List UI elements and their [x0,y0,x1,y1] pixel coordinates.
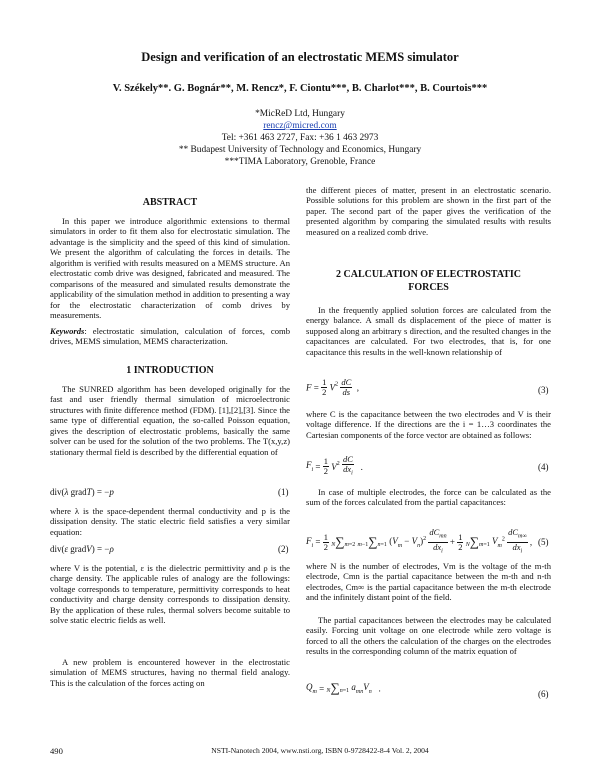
section2-text-2: where C is the capacitance between the two electrodes and V is their voltage difference. If the directions are the i = 1…3 coordinates the Cartesian components of the force vector are obtained as follows: [306,409,551,440]
intro-text-1: The SUNRED algorithm has been developed originally for the fast and user friendly thermal simulation of microelectronic structures with finite difference method (FDM). [1],[2],[3]. Since the same type of differential equation, the so-called Poisson equation, gives the description of electrostatic problems, basically the same solver can be used for the solution of the two problems. The T(x,y,z) stationary thermal field is described by the differential equation of [50,384,290,457]
section2-text-3: In case of multiple electrodes, the force can be calculated as the sum of the forces calculated from the partial capacitances: [306,487,551,508]
intro-paragraph-3 [50,563,290,626]
paper-title: Design and verification of an electrostatic MEMS simulator [141,50,459,64]
equation-2: div(ε gradV) = −ρ [50,544,114,554]
equation-6-number: (6) [538,689,549,699]
affiliation-tima: ***TIMA Laboratory, Grenoble, France [224,157,376,167]
section1-heading: 1 INTRODUCTION [126,365,214,376]
equation-5: $F_i$ = $\frac{1}{2}$ N∑m=2 m−1∑n=1 $(V_m - V_n)^2$ $\frac{dC_{mn}}{dx_i}$ + $\frac{1}{2}$ N∑m=1 $V_m^2$ $\frac{dC_{m\infty}}{dx_i}$ , [306,527,533,555]
section2-paragraph-1 [306,305,551,357]
affiliation-bme: ** Budapest University of Technology and Economics, Hungary [178,145,422,155]
page-number: 490 [50,746,63,756]
abstract-text: In this paper we introduce algorithmic extensions to thermal simulators in order to fit them also for electrostatic simulation. The advantage is the simplicity and the speed of this kind of simulation. We present the algorithm of calculating the forces in details. The algorithm is verified with results measured on a MEMS structure. An electrostatic comb drive was designed, fabricated and measured. The comparisons of the measured and simulated results demonstrate the applicability of the simulation method in addition to presenting a way for the electrostatic characterization of comb drives by measurements. [50,216,290,321]
equation-5-number: (5) [538,537,549,547]
section2-text-5: The partial capacitances between the electrodes may be calculated easily. Forcing unit voltage on one electrode while zero voltage is forced to all the others the calculation of the charges on the electrodes results in the corresponding column of the matrix equation of [306,615,551,657]
contact-phone: Tel: +361 463 2727, Fax: +36 1 463 2973 [221,133,379,143]
abstract-body [50,216,290,321]
abstract-heading: ABSTRACT [142,197,198,208]
equation-6: $Q_m = N\sum n=1$ $a_{mn}V_n$ . [306,680,381,696]
intro-paragraph-2 [50,506,290,537]
section2-paragraph-5 [306,615,551,657]
affiliation-micred: *MicReD Ltd, Hungary [255,109,345,119]
keywords-label: Keywords [50,326,85,336]
email-link[interactable]: rencz@micred.com [263,121,337,131]
section2-paragraph-3 [306,487,551,508]
intro-text-4: A new problem is encountered however in the electrostatic simulation of MEMS structures, having no thermal field analogy. This is the calculation of the forces acting on [50,657,290,688]
keywords [50,326,290,347]
equation-3-number: (3) [538,385,549,395]
equation-3: F = $\frac{1}{2}$ $V^2$ $\frac{dC}{ds}$ , [306,377,359,397]
section2-paragraph-4 [306,561,551,603]
author-list: V. Székely**. G. Bognár**, M. Rencz*, F. Ciontu***, B. Charlot***, B. Courtois*** [112,83,488,94]
section2-heading-line1: 2 CALCULATION OF ELECTROSTATIC [336,269,521,280]
section2-text-1: In the frequently applied solution forces are calculated from the energy balance. A small ds displacement of the piece of matter is supposed along an arbitrary s direction, and the resulted changes in the capacitances are calculated. For two electrodes, that is, for one capacitance this results in the well-known relationship of [306,305,551,357]
intro-text-2: where λ is the space-dependent thermal conductivity and p is the dissipation density. The static electric field satisfies a very similar equation: [50,506,290,537]
equation-2-number: (2) [278,544,289,554]
footer-citation: NSTI-Nanotech 2004, www.nsti.org, ISBN 0-9728422-8-4 Vol. 2, 2004 [211,746,429,755]
section2-text-4: where N is the number of electrodes, Vm is the voltage of the m-th electrode, Cmn is the partial capacitance between the m-th and n-th electrodes, Cm∞ is the partial capacitance between the m-th electrode and the infinitely distant point of the field. [306,561,551,603]
section2-paragraph-2 [306,409,551,440]
intro-paragraph-1 [50,384,290,457]
keywords-text: : electrostatic simulation, calculation of forces, comb drives, MEMS simulation, MEMS characterization. [50,326,290,347]
equation-4-number: (4) [538,462,549,472]
equation-1-number: (1) [278,487,289,497]
equation-4: $F_i$ = $\frac{1}{2}$ $V^2$ $\frac{dC}{dx_i}$ . [306,454,363,477]
right-paragraph-0 [306,185,551,237]
intro-paragraph-4 [50,657,290,688]
section2-heading-line2: FORCES [408,282,449,293]
equation-1: div(λ gradT) = −p [50,487,114,497]
contact-email[interactable] [0,121,600,133]
intro-text-3: where V is the potential, ε is the dielectric permittivity and ρ is the charge density. The applicable rules of analogy are the followings: voltage corresponds to temperature, permittivity corresponds to heat conductivity and charge density corresponds to dissipation density. By the application of these rules, thermal solvers become suitable to solve static electric fields as well. [50,563,290,626]
right-text-0: the different pieces of matter, present in an electrostatic scenario. Possible solutions for this problem are shown in the first part of the paper. The second part of the paper gives the verification of the presented algorithm by comparing the simulated results with results measured on a realized comb drive. [306,185,551,237]
